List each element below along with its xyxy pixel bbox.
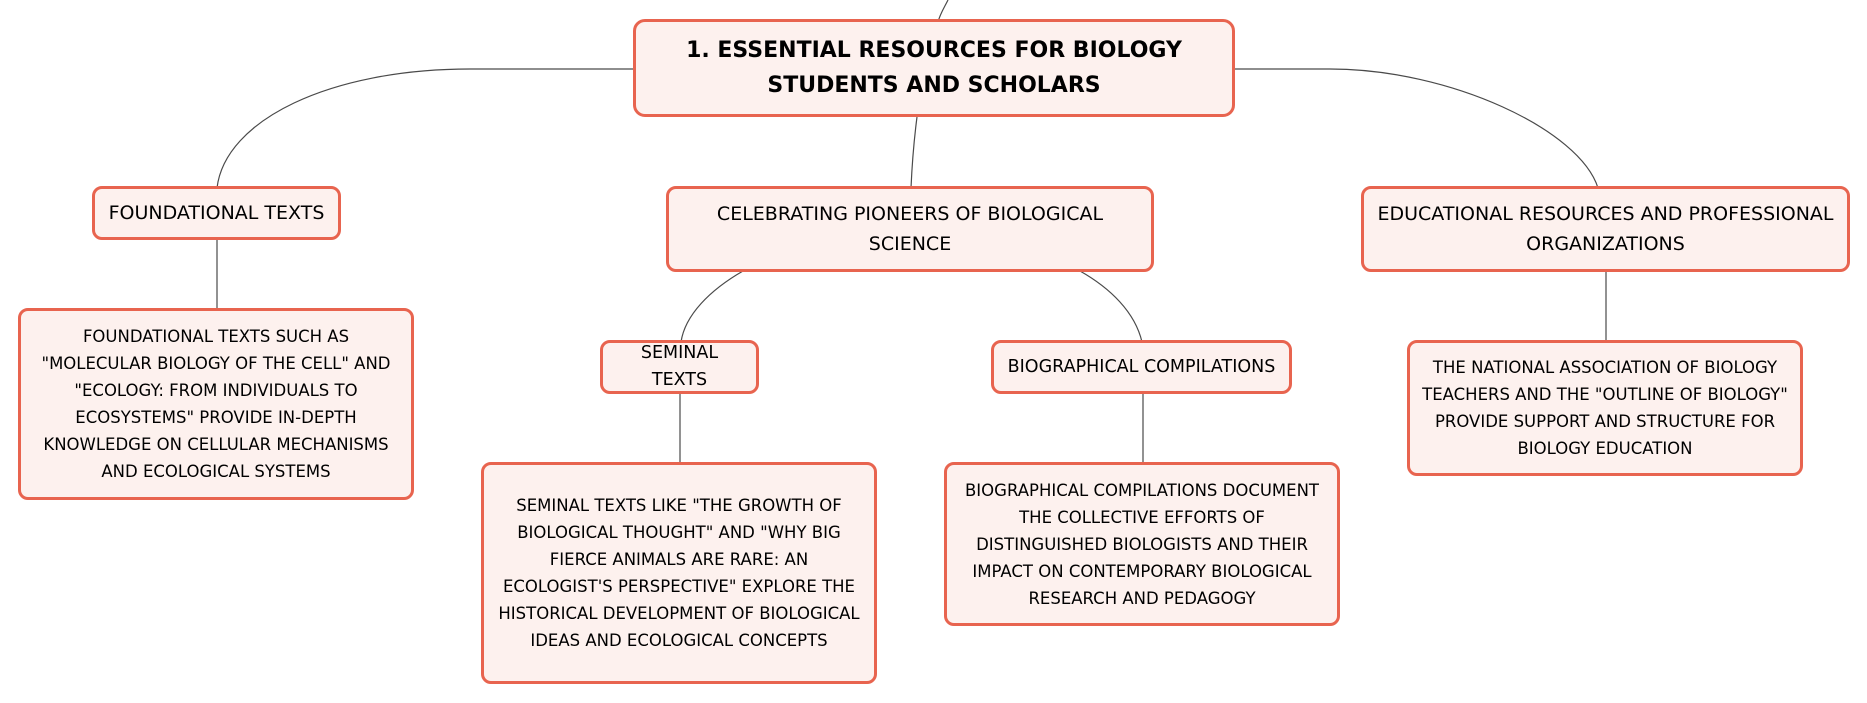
connector-pioneers-seminal	[681, 271, 743, 342]
subtopic-seminal-texts[interactable]	[600, 340, 759, 394]
educational-resources-detail[interactable]	[1407, 340, 1803, 476]
topic-celebrating-pioneers[interactable]	[666, 186, 1154, 272]
connector-root-foundational	[217, 69, 635, 188]
topic-foundational-texts[interactable]	[92, 186, 341, 240]
topic-educational-resources[interactable]	[1361, 186, 1850, 272]
subtopic-biographical-compilations[interactable]	[991, 340, 1292, 394]
foundational-texts-detail-text: FOUNDATIONAL TEXTS SUCH AS "MOLECULAR BIOLOGY OF THE CELL" AND "ECOLOGY: FROM INDIVIDUALS TO ECOSYSTEMS" PROVIDE IN-DEPTH KNOWLEDGE ON CELLULAR MECHANISMS AND ECOLOGICAL SYSTEMS	[41, 327, 391, 481]
biographical-compilations-detail-text: BIOGRAPHICAL COMPILATIONS DOCUMENT THE COLLECTIVE EFFORTS OF DISTINGUISHED BIOLOGISTS AND THEIR IMPACT ON CONTEMPORARY BIOLOGICAL RESEARCH AND PEDAGOGY	[964, 480, 1320, 608]
root-topic-label: 1. ESSENTIAL RESOURCES FOR BIOLOGY STUDENTS AND SCHOLARS	[686, 38, 1182, 98]
subtopic-seminal-texts-label: SEMINAL TEXTS	[640, 343, 719, 390]
connector-root-pioneers	[911, 117, 917, 188]
seminal-texts-detail[interactable]	[481, 462, 877, 684]
seminal-texts-detail-text: SEMINAL TEXTS LIKE "THE GROWTH OF BIOLOGICAL THOUGHT" AND "WHY BIG FIERCE ANIMALS ARE RARE: AN ECOLOGIST'S PERSPECTIVE" EXPLORE THE HISTORICAL DEVELOPMENT OF BIOLOGICAL IDEAS AND ECOLOGICAL CONCEPTS	[498, 496, 860, 650]
foundational-texts-detail[interactable]	[18, 308, 414, 500]
subtopic-biographical-compilations-label: BIOGRAPHICAL COMPILATIONS	[1007, 356, 1276, 377]
topic-celebrating-pioneers-label: CELEBRATING PIONEERS OF BIOLOGICAL SCIENCE	[716, 203, 1104, 255]
biographical-compilations-detail[interactable]	[944, 462, 1340, 626]
connector-root-educational	[1235, 69, 1598, 188]
connector-pioneers-biographical	[1080, 271, 1142, 342]
educational-resources-detail-text: THE NATIONAL ASSOCIATION OF BIOLOGY TEACHERS AND THE "OUTLINE OF BIOLOGY" PROVIDE SUPPORT AND STRUCTURE FOR BIOLOGY EDUCATION	[1422, 358, 1788, 458]
topic-educational-resources-label: EDUCATIONAL RESOURCES AND PROFESSIONAL ORGANIZATIONS	[1377, 203, 1834, 255]
topic-foundational-texts-label: FOUNDATIONAL TEXTS	[108, 202, 325, 224]
root-topic[interactable]	[633, 19, 1235, 117]
